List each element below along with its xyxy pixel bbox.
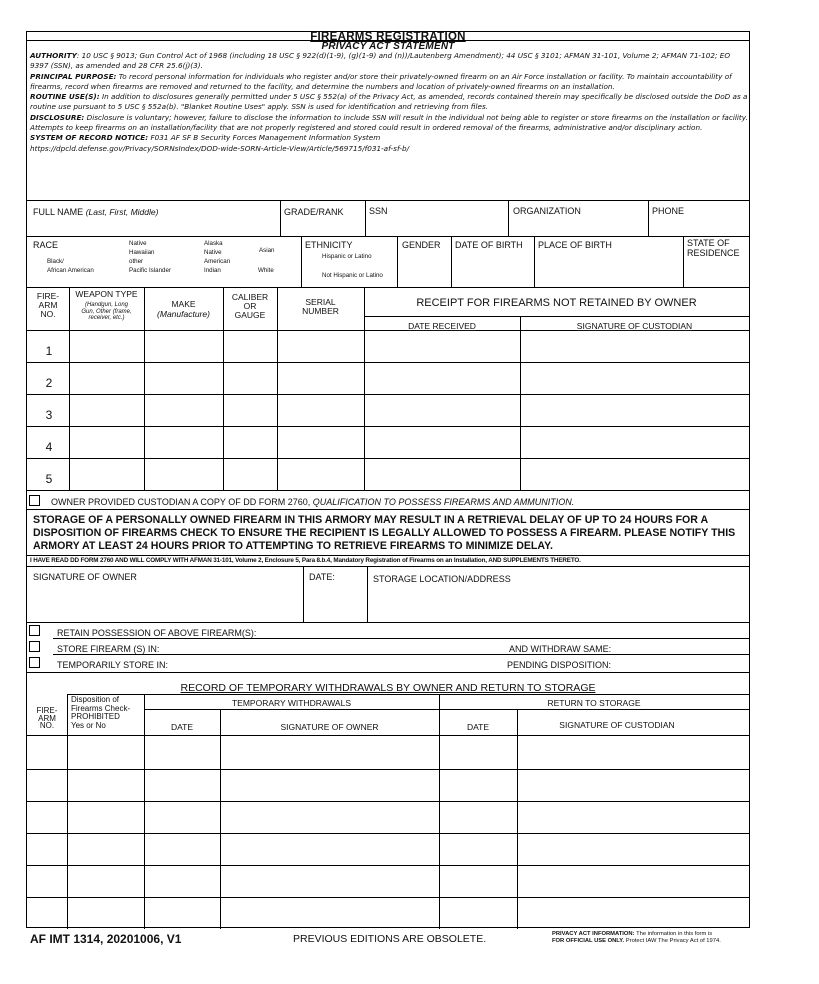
race-white: White [258, 267, 274, 274]
race-alaska: Alaska [204, 240, 223, 247]
temporary-withdrawals-header: TEMPORARY WITHDRAWALS [231, 698, 351, 708]
return-signature-custodian-header: SIGNATURE OF CUSTODIAN [559, 720, 675, 730]
firearm-row-number: 2 [45, 376, 53, 390]
sorn-url: https://dpcld.defense.gov/Privacy/SORNsIndex/DOD-wide-SORN-Article-View/Article/569715/f031-af-sf-b/ [30, 143, 410, 153]
retain-possession-label: RETAIN POSSESSION OF ABOVE FIREARM(S): [57, 628, 257, 638]
gender-label: GENDER [402, 240, 441, 250]
form-id: AF IMT 1314, 20201006, V1 [30, 932, 182, 946]
ethnicity-label: ETHNICITY [305, 240, 353, 250]
ethnicity-not-hispanic: Not Hispanic or Latino [322, 272, 383, 279]
ssn-label: SSN [369, 206, 388, 216]
weapon-type-header: WEAPON TYPE (Handgun, Long Gun, Other (frame, receiver, etc.) [75, 289, 138, 321]
race-hawaiian: Hawaiian [129, 249, 155, 256]
withdrawals-title: RECORD OF TEMPORARY WITHDRAWALS BY OWNER AND RETURN TO STORAGE [180, 682, 596, 694]
race-asian: Asian [259, 247, 275, 254]
withdrawal-signature-owner-header: SIGNATURE OF OWNER [280, 722, 379, 732]
purpose-label: PRINCIPAL PURPOSE: [30, 71, 117, 81]
obsolete-notice: PREVIOUS EDITIONS ARE OBSOLETE. [293, 933, 487, 945]
firearms-registration-form [26, 31, 750, 928]
full-name-label: FULL NAME (Last, First, Middle) [33, 207, 159, 217]
race-pacific-islander: Pacific Islander [129, 267, 171, 274]
acknowledgement-statement: I HAVE READ DD FORM 2760 AND WILL COMPLY WITH AFMAN 31-101, Volume 2, Enclosure 5, Para 8.b.4, Mandatory Registration of Firearms on an Installation, AND SUPPLEMENTS THERETO. [30, 557, 581, 564]
date-of-birth-label: DATE OF BIRTH [455, 240, 523, 250]
retain-possession-checkbox[interactable] [29, 625, 40, 636]
authority-text: : 10 USC § 9013; Gun Control Act of 1968 (including 18 USC § 922(d)(1-9), (g)(1-9) and (n))/Lautenberg Amendment); 44 USC § 3101; AFMAN 31-101, Volume 2; AFMAN 71-102; EO 9397 (SSN), as amended and 28 CFR 25.6(j)(3). [30, 51, 731, 71]
phone-label: PHONE [652, 206, 685, 216]
race-indian: Indian [204, 267, 221, 274]
race-alaska-native: Native [204, 249, 222, 256]
disclosure-text: Disclosure is voluntary; however, failure to disclose the information to include SSN will result in the individual not being able to register or store firearms on the installation or facility. Attempts to keep firearms on an installation/facility that are not properly registered and stored could result in ordered removal of the firearms, administrative and/or disciplinary action. [30, 112, 748, 133]
firearm-row-number: 4 [45, 440, 53, 454]
race-other: other [129, 258, 144, 265]
organization-label: ORGANIZATION [513, 206, 581, 216]
race-african-american: African American [47, 267, 94, 274]
privacy-act-information: PRIVACY ACT INFORMATION: The information in this form is FOR OFFICIAL USE ONLY. Protect IAW The Privacy Act of 1974. [552, 931, 721, 944]
disposition-check-header: Disposition of Firearms Check- PROHIBITED Yes or No [71, 695, 131, 730]
serial-number-header: SERIAL NUMBER [302, 297, 339, 316]
store-firearm-label: STORE FIREARM (S) IN: [57, 644, 160, 654]
privacy-act-heading: PRIVACY ACT STATEMENT [321, 41, 455, 52]
routine-use-text: In addition to disclosures generally permitted under 5 USC § 552(a) of the Privacy Act, as amended, records contained therein may specifically be disclosed outside the DoD as a routine use pursuant to 5 USC § 552a(b). "Blanket Routine Uses" apply. SSN is used for identification and retrieving from files. [30, 92, 748, 112]
signature-date-label: DATE: [309, 572, 335, 582]
date-received-header: DATE RECEIVED [408, 321, 476, 331]
race-american: American [204, 258, 231, 265]
pending-disposition-label: PENDING DISPOSITION: [507, 660, 612, 670]
storage-warning: STORAGE OF A PERSONALLY OWNED FIREARM IN THIS ARMORY MAY RESULT IN A RETRIEVAL DELAY OF UP TO 24 HOURS FOR A DISPOSITION OF FIREARMS CHECK TO ENSURE THE RECIPIENT IS LEGALLY ALLOWED TO POSSESS A FIREARM. PLEASE NOTIFY THIS ARMORY AT LEAST 24 HOURS PRIOR TO ATTEMPTING TO RETRIEVE FIREARMS TO MINIMIZE DELAY. [33, 514, 736, 552]
race-label: RACE [33, 240, 59, 250]
dd-form-copy-checkbox[interactable] [29, 495, 40, 506]
routine-use-label: ROUTINE USE(S): [30, 92, 100, 102]
withdrawal-firearm-no-header: FIRE- ARM NO. [36, 706, 58, 730]
race-native: Native [129, 240, 147, 247]
sorn-text: F031 AF SF B Security Forces Management Information System [148, 133, 381, 143]
purpose-text: To record personal information for individuals who register and/or store their privately-owned firearm on an Air Force installation or facility. To maintain accountability of firearms, record when firearms are removed and returned to the facility, and determine the numbers and location of privately-owned firearms on an installation. [30, 71, 732, 91]
store-firearm-checkbox[interactable] [29, 641, 40, 652]
storage-location-label: STORAGE LOCATION/ADDRESS [373, 574, 511, 584]
withdraw-same-label: AND WITHDRAW SAME: [509, 644, 612, 654]
place-of-birth-label: PLACE OF BIRTH [538, 240, 612, 250]
return-to-storage-header: RETURN TO STORAGE [547, 698, 641, 708]
return-date-header: DATE [466, 722, 490, 732]
state-of-residence-label: STATE OF RESIDENCE [687, 238, 740, 258]
firearm-row-number: 1 [45, 344, 53, 358]
caliber-header: CALIBER OR GAUGE [231, 292, 269, 320]
grade-rank-label: GRADE/RANK [284, 207, 344, 217]
temporarily-store-checkbox[interactable] [29, 657, 40, 668]
temporarily-store-label: TEMPORARILY STORE IN: [57, 660, 169, 670]
make-header: MAKE (Manufacture) [157, 299, 210, 319]
withdrawal-date-header: DATE [170, 722, 194, 732]
privacy-act-statement [30, 51, 748, 154]
sorn-label: SYSTEM OF RECORD NOTICE: [30, 133, 149, 143]
form-title: FIREARMS REGISTRATION [310, 31, 466, 43]
firearm-no-header: FIRE- ARM NO. [36, 291, 60, 319]
dd-form-copy-label: OWNER PROVIDED CUSTODIAN A COPY OF DD FORM 2760, QUALIFICATION TO POSSESS FIREARMS AND AMMUNITION. [51, 497, 575, 507]
race-black: Black/ [47, 258, 64, 265]
signature-of-owner-label: SIGNATURE OF OWNER [33, 572, 137, 582]
signature-of-custodian-header: SIGNATURE OF CUSTODIAN [576, 321, 693, 331]
firearm-row-number: 5 [45, 472, 53, 486]
ethnicity-hispanic: Hispanic or Latino [322, 253, 372, 260]
receipt-header: RECEIPT FOR FIREARMS NOT RETAINED BY OWNER [416, 297, 697, 309]
authority-label: AUTHORITY [30, 51, 77, 60]
firearm-row-number: 3 [45, 408, 53, 422]
disclosure-label: DISCLOSURE: [30, 112, 85, 122]
